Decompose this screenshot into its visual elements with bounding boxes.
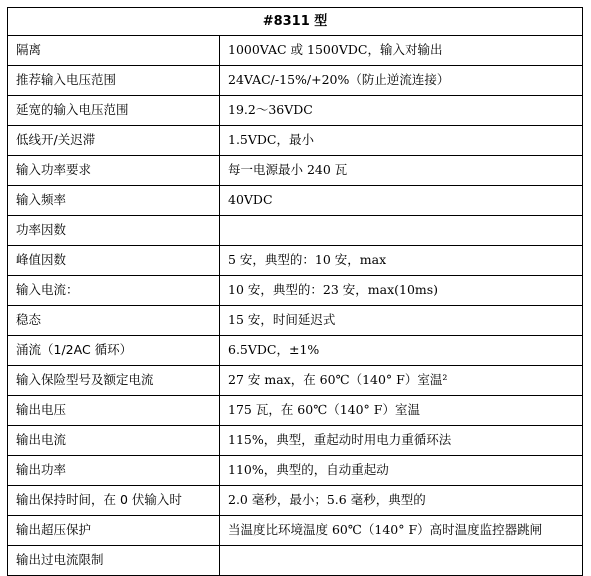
table-title: #8311 型 (8, 8, 583, 36)
row-value: 24VAC/-15%/+20%（防止逆流连接） (220, 66, 583, 96)
spec-table (7, 7, 583, 576)
row-label: 推荐输入电压范围 (8, 66, 220, 96)
row-label: 输入功率要求 (8, 156, 220, 186)
row-value: 2.0 毫秒，最小；5.6 毫秒，典型的 (220, 486, 583, 516)
row-value: 15 安，时间延迟式 (220, 306, 583, 336)
row-label: 输入频率 (8, 186, 220, 216)
table-row (8, 186, 583, 216)
table-row (8, 456, 583, 486)
row-value: 10 安，典型的：23 安，max(10ms) (220, 276, 583, 306)
table-row (8, 516, 583, 546)
row-label: 输出电流 (8, 426, 220, 456)
table-row (8, 126, 583, 156)
row-value: 175 瓦，在 60℃（140° F）室温 (220, 396, 583, 426)
row-label: 功率因数 (8, 216, 220, 246)
row-value (220, 216, 583, 246)
table-row (8, 366, 583, 396)
table-row (8, 36, 583, 66)
row-label: 输入保险型号及额定电流 (8, 366, 220, 396)
spec-body (8, 36, 583, 576)
table-row (8, 216, 583, 246)
row-value: 每一电源最小 240 瓦 (220, 156, 583, 186)
row-label: 输入电流： (8, 276, 220, 306)
row-value: 6.5VDC，±1% (220, 336, 583, 366)
row-value: 1.5VDC，最小 (220, 126, 583, 156)
row-value: 1000VAC 或 1500VDC，输入对输出 (220, 36, 583, 66)
row-value: 5 安，典型的：10 安，max (220, 246, 583, 276)
row-value: 115%，典型，重起动时用电力重循环法 (220, 426, 583, 456)
row-label: 低线开/关迟滞 (8, 126, 220, 156)
row-value: 19.2～36VDC (220, 96, 583, 126)
row-value: 40VDC (220, 186, 583, 216)
row-label: 输出过电流限制 (8, 546, 220, 576)
table-row (8, 336, 583, 366)
table-row (8, 546, 583, 576)
row-label: 稳态 (8, 306, 220, 336)
table-row (8, 396, 583, 426)
row-label: 延宽的输入电压范围 (8, 96, 220, 126)
row-label: 涌流（1/2AC 循环） (8, 336, 220, 366)
table-row (8, 306, 583, 336)
row-value (220, 546, 583, 576)
row-label: 隔离 (8, 36, 220, 66)
row-value: 27 安 max，在 60℃（140° F）室温² (220, 366, 583, 396)
row-value: 当温度比环境温度 60℃（140° F）高时温度监控器跳闸 (220, 516, 583, 546)
row-value: 110%，典型的，自动重起动 (220, 456, 583, 486)
table-row (8, 426, 583, 456)
title-row (8, 8, 583, 36)
row-label: 输出保持时间，在 0 伏输入时 (8, 486, 220, 516)
table-row (8, 246, 583, 276)
table-row (8, 486, 583, 516)
table-row (8, 156, 583, 186)
table-row (8, 276, 583, 306)
table-row (8, 96, 583, 126)
table-row (8, 66, 583, 96)
row-label: 输出超压保护 (8, 516, 220, 546)
row-label: 峰值因数 (8, 246, 220, 276)
row-label: 输出电压 (8, 396, 220, 426)
row-label: 输出功率 (8, 456, 220, 486)
